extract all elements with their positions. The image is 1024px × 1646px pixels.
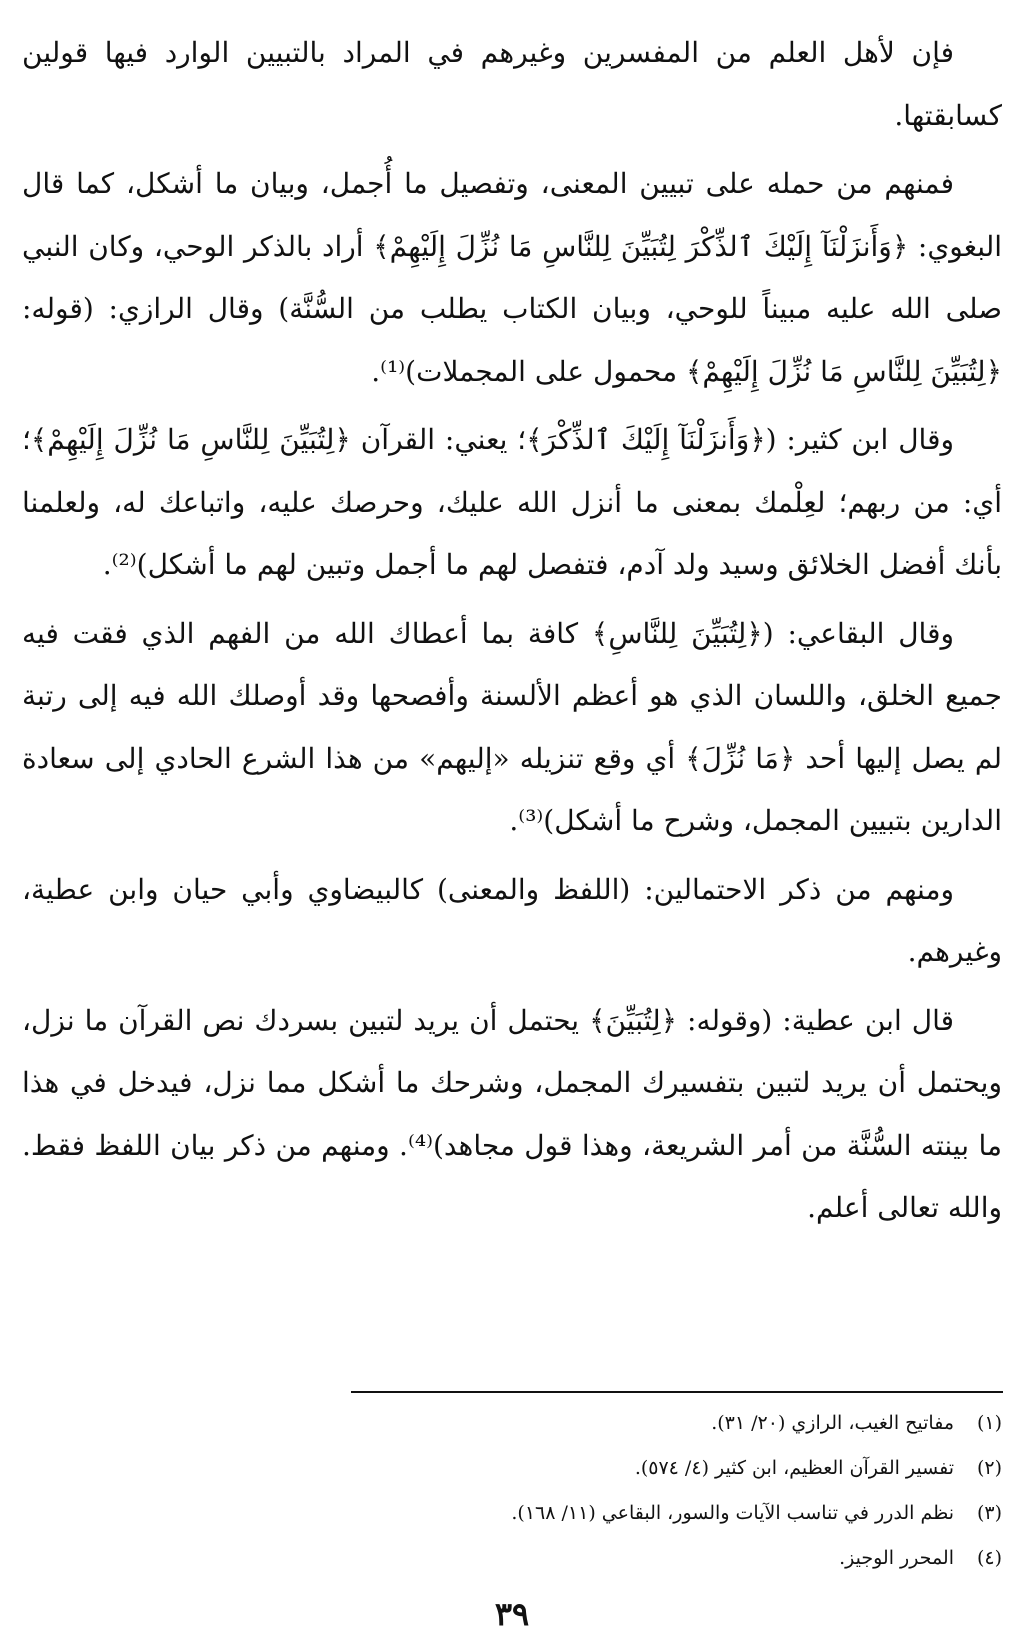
footnote-number: (٤) bbox=[976, 1547, 1002, 1569]
footnote-separator bbox=[351, 1391, 1003, 1393]
footnote-text: تفسير القرآن العظيم، ابن كثير (٤/ ٥٧٤). bbox=[634, 1457, 954, 1479]
footnote-number: (٣) bbox=[976, 1502, 1002, 1524]
paragraph: قال ابن عطية: (وقوله: ﴿لِتُبَيِّنَ﴾ يحتمل أن يريد لتبين بسردك نص القرآن ما نزل، ويحتمل أن يريد لتبين بتفسيرك المجمل، وشرحك ما أشكل مما نزل، فيدخل في هذا ما بينته السُّنَّة من أمر الشريعة، وهذا قول مجاهد)⁽⁴⁾. ومنهم من ذكر بيان اللفظ فقط. والله تعالى أعلم. bbox=[22, 1003, 1002, 1224]
paragraph: وقال ابن كثير: (﴿وَأَنزَلْنَآ إِلَيْكَ ٱلذِّكْرَ﴾؛ يعني: القرآن ﴿لِتُبَيِّنَ لِلنَّاسِ مَا نُزِّلَ إِلَيْهِمْ﴾؛ أي: من ربهم؛ لعِلْمك بمعنى ما أنزل الله عليك، وحرصك عليه، واتباعك له، ولعلمنا بأنك أفضل الخلائق وسيد ولد آدم، فتفصل لهم ما أجمل وتبين لهم ما أشكل)⁽²⁾. bbox=[22, 423, 1002, 581]
footnote-text: المحرر الوجيز. bbox=[839, 1547, 954, 1569]
main-text bbox=[22, 22, 1002, 1246]
paragraph: فإن لأهل العلم من المفسرين وغيرهم في المراد بالتبيين الوارد فيها قولين كسابقتها. bbox=[22, 36, 1002, 132]
footnote bbox=[22, 1446, 1002, 1491]
footnote-text: مفاتيح الغيب، الرازي (٢٠/ ٣١). bbox=[711, 1412, 954, 1434]
footnote bbox=[22, 1491, 1002, 1536]
footnote-number: (٢) bbox=[976, 1457, 1002, 1479]
paragraph: فمنهم من حمله على تبيين المعنى، وتفصيل ما أُجمل، وبيان ما أشكل، كما قال البغوي: ﴿وَأَنزَلْنَآ إِلَيْكَ ٱلذِّكْرَ لِتُبَيِّنَ لِلنَّاسِ مَا نُزِّلَ إِلَيْهِمْ﴾ أراد بالذكر الوحي، وكان النبي صلى الله عليه مبيناً للوحي، وبيان الكتاب يطلب من السُّنَّة) وقال الرازي: (قوله: ﴿لِتُبَيِّنَ لِلنَّاسِ مَا نُزِّلَ إِلَيْهِمْ﴾ محمول على المجملات)⁽¹⁾. bbox=[22, 167, 1003, 388]
footnote bbox=[22, 1401, 1002, 1446]
paragraph: ومنهم من ذكر الاحتمالين: (اللفظ والمعنى) كالبيضاوي وأبي حيان وابن عطية، وغيرهم. bbox=[22, 872, 1002, 968]
footnotes bbox=[22, 1401, 1002, 1581]
footnote-number: (١) bbox=[976, 1412, 1002, 1434]
page-number: ٣٩ bbox=[494, 1595, 530, 1633]
paragraph: وقال البقاعي: (﴿لِتُبَيِّنَ لِلنَّاسِ﴾ كافة بما أعطاك الله من الفهم الذي فقت فيه جميع الخلق، واللسان الذي هو أعظم الألسنة وأفصحها وقد أوصلك الله فيه إلى رتبة لم يصل إليها أحد ﴿مَا نُزِّلَ﴾ أي وقع تنزيله «إليهم» من هذا الشرع الحادي إلى سعادة الدارين بتبيين المجمل، وشرح ما أشكل)⁽³⁾. bbox=[22, 616, 1003, 837]
footnote-text: نظم الدرر في تناسب الآيات والسور، البقاعي (١١/ ١٦٨). bbox=[511, 1502, 954, 1524]
footnote bbox=[22, 1536, 1002, 1581]
